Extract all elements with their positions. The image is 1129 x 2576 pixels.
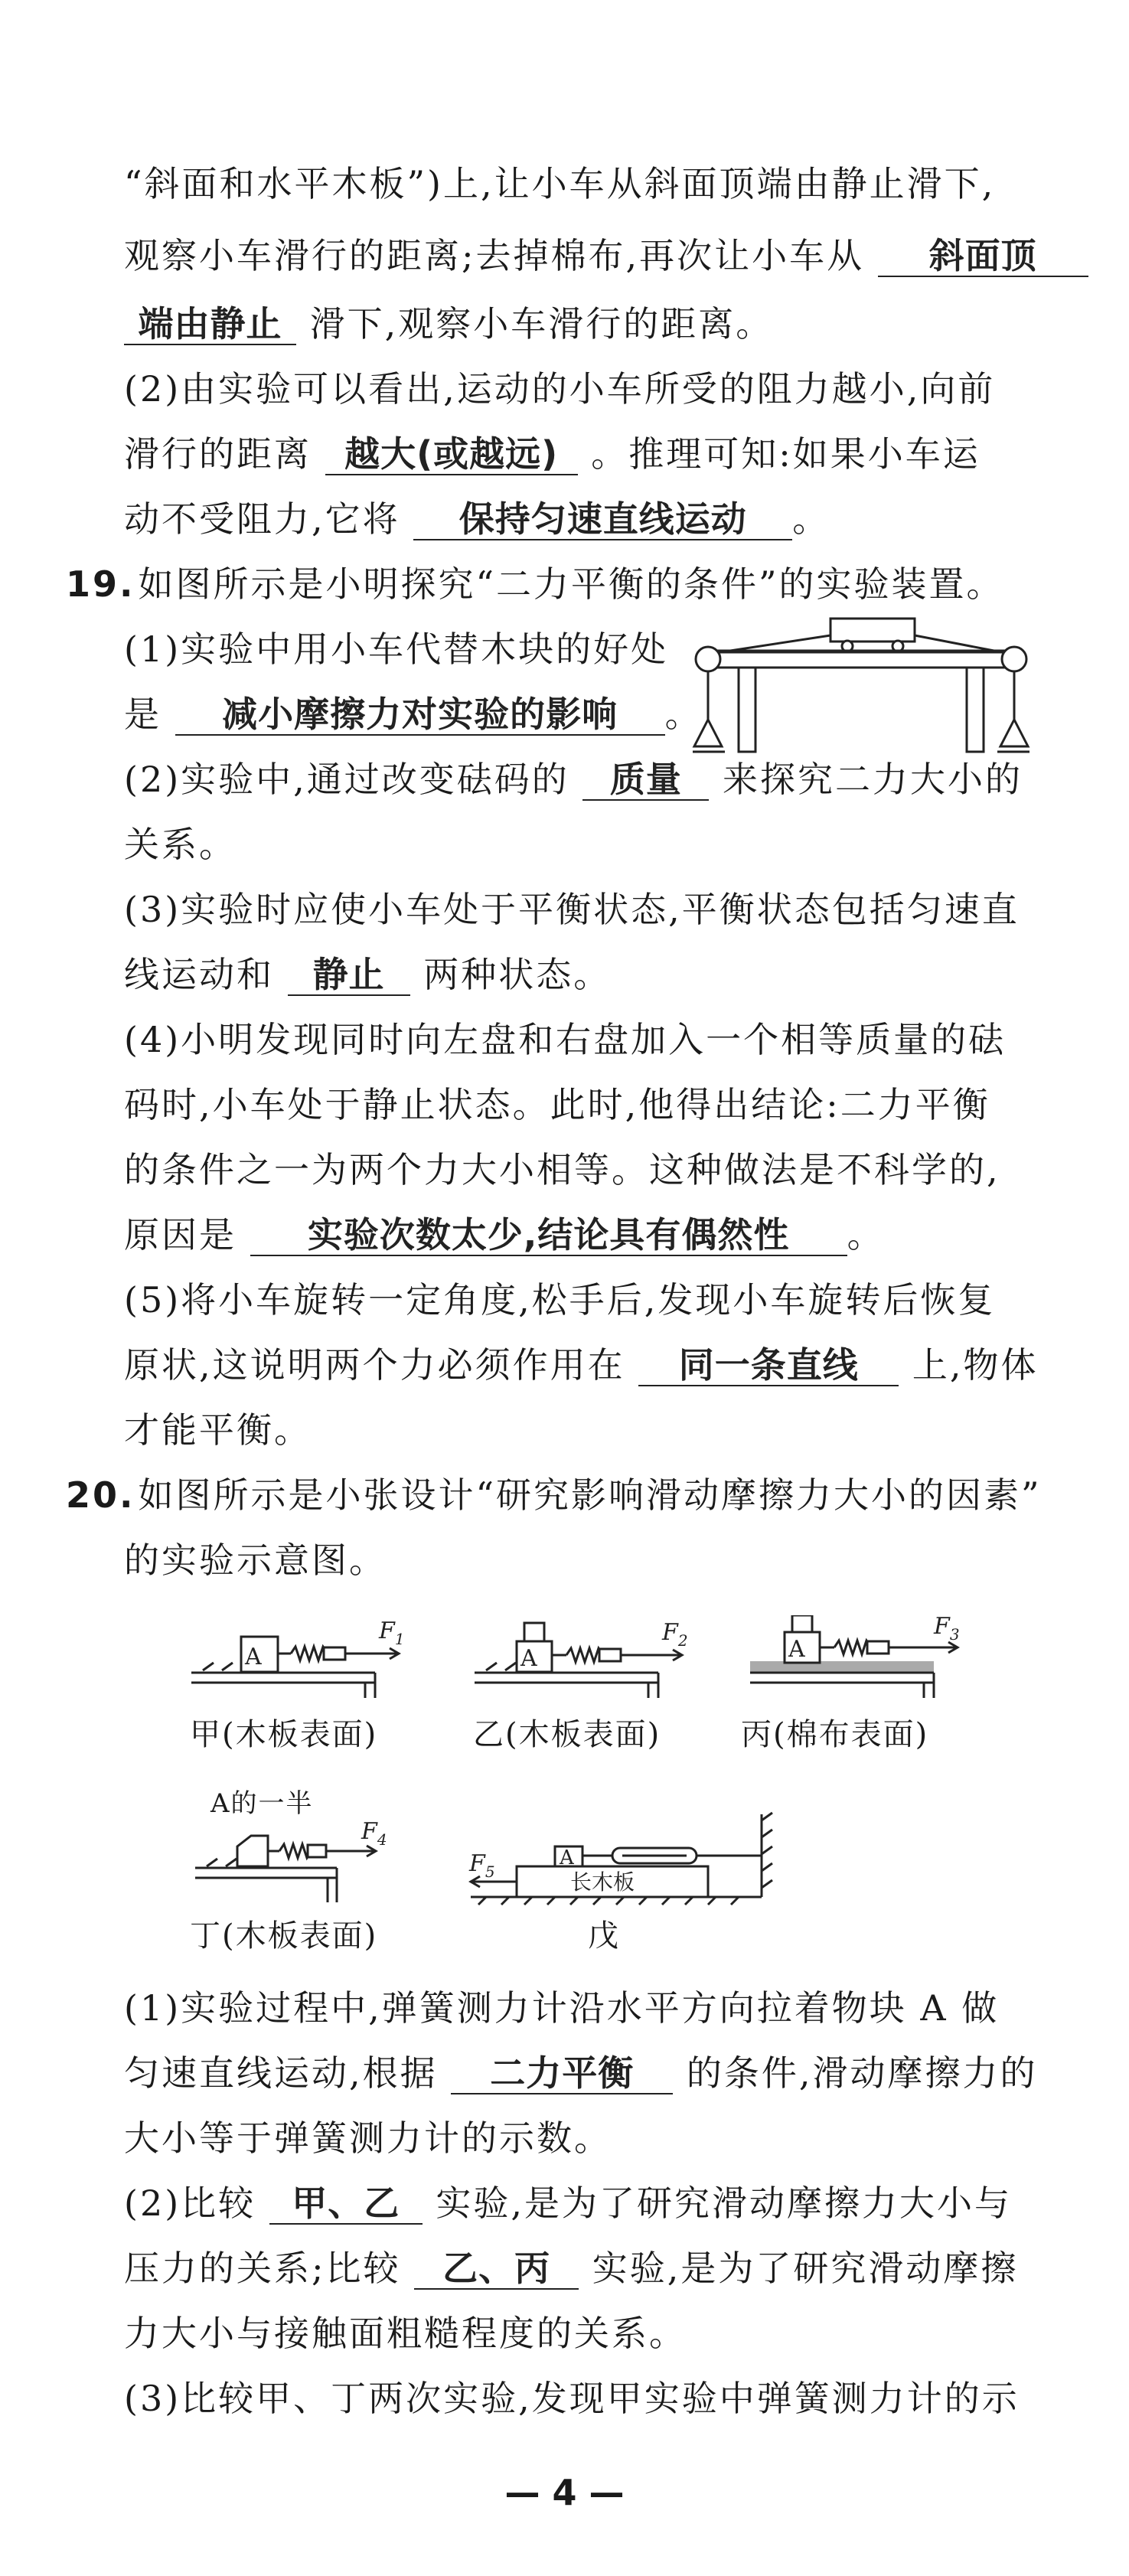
line-text: 大小等于弹簧测力计的示数。 <box>124 2117 612 2159</box>
line-text: 如图所示是小张设计“研究影响滑动摩擦力大小的因素” <box>138 1474 1042 1516</box>
experiment-bing-figure <box>746 1615 968 1699</box>
experiment-yi-figure <box>471 1615 693 1699</box>
answer-blank: 静止 <box>288 955 410 996</box>
line-text: 码时,小车处于静止状态。此时,他得出结论:二力平衡 <box>124 1084 990 1125</box>
caption-ding: 丁(木板表面) <box>190 1918 378 1954</box>
answer-blank: 端由静止 <box>124 304 296 345</box>
line-text: 来探究二力大小的 <box>723 759 1023 800</box>
text-line <box>124 1148 1000 1191</box>
answer-blank: 乙、丙 <box>414 2248 579 2290</box>
force-label-f4: $F_4$ <box>361 1822 387 1849</box>
line-text: (4)小明发现同时向左盘和右盘加入一个相等质量的砝 <box>124 1019 1007 1060</box>
text-line <box>124 433 981 475</box>
text-line <box>124 2117 612 2160</box>
text-line <box>124 1539 387 1582</box>
line-text: 。推理可知:如果小车运 <box>591 433 981 475</box>
answer-blank: 实验次数太少,结论具有偶然性 <box>250 1215 847 1256</box>
answer-blank: 质量 <box>582 759 709 801</box>
line-text: 两种状态。 <box>423 954 612 995</box>
question-number: 19. <box>66 563 135 605</box>
line-text: (5)将小车旋转一定角度,松手后,发现小车旋转后恢复 <box>124 1279 996 1321</box>
line-text: 压力的关系;比较 <box>124 2248 401 2289</box>
answer-blank: 越大(或越远) <box>325 434 578 475</box>
line-text: 滑行的距离 <box>124 433 312 475</box>
text-line <box>124 628 668 671</box>
line-text: 原状,这说明两个力必须作用在 <box>124 1344 625 1386</box>
text-line <box>66 1474 1042 1517</box>
text-line <box>124 2247 1018 2290</box>
line-text: 如图所示是小明探究“二力平衡的条件”的实验装置。 <box>138 563 1004 605</box>
text-line <box>124 1018 1006 1061</box>
text-line <box>124 953 611 996</box>
experiment-jia-figure <box>188 1615 410 1699</box>
caption-bing: 丙(棉布表面) <box>741 1717 929 1752</box>
question-number: 20. <box>66 1474 135 1516</box>
line-text: 的条件之一为两个力大小相等。这种做法是不科学的, <box>124 1149 1000 1190</box>
line-text: 的实验示意图。 <box>124 1539 387 1581</box>
answer-blank: 甲、乙 <box>269 2183 423 2225</box>
text-line <box>124 2312 687 2355</box>
line-text: 观察小车滑行的距离;去掉棉布,再次让小车从 <box>124 235 865 276</box>
page-number: — 4 — <box>504 2472 625 2513</box>
text-line <box>124 1987 999 2029</box>
line-text: 力大小与接触面粗糙程度的关系。 <box>124 2313 687 2354</box>
text-line <box>124 1213 885 1256</box>
force-label-f2: $F_2$ <box>662 1619 688 1650</box>
text-line <box>124 1344 1039 1386</box>
block-a-label: A <box>245 1644 262 1670</box>
line-text: 实验,是为了研究滑动摩擦力大小与 <box>436 2183 1013 2224</box>
line-text: 才能平衡。 <box>124 1409 312 1451</box>
text-line <box>124 693 703 736</box>
cotton-cloth <box>750 1661 934 1673</box>
caption-jia: 甲(木板表面) <box>190 1717 378 1752</box>
block-a-label: A <box>560 1846 574 1869</box>
line-text: (1)实验中用小车代替木块的好处 <box>124 628 669 670</box>
text-line <box>66 563 1004 606</box>
text-line <box>124 2182 1012 2225</box>
line-text: 上,物体 <box>912 1344 1039 1386</box>
line-text: 动不受阻力,它将 <box>124 498 400 540</box>
cart-apparatus-figure <box>685 612 1037 758</box>
text-line <box>124 498 830 540</box>
line-text: 是 <box>124 694 162 735</box>
line-text: “斜面和水平木板”)上,让小车从斜面顶端由静止滑下, <box>124 163 996 204</box>
caption-yi: 乙(木板表面) <box>473 1717 661 1752</box>
answer-blank: 同一条直线 <box>638 1345 899 1386</box>
force-label-f1: $F_1$ <box>379 1618 405 1648</box>
line-text: (1)实验过程中,弹簧测力计沿水平方向拉着物块 A 做 <box>124 1987 1000 2029</box>
text-line <box>124 162 995 205</box>
line-text: 原因是 <box>124 1214 237 1255</box>
line-text: (2)实验中,通过改变砝码的 <box>124 759 569 800</box>
block-a-label: A <box>788 1636 805 1663</box>
text-line <box>124 2052 1038 2094</box>
answer-blank: 二力平衡 <box>451 2053 673 2094</box>
force-label-f5: $F_5$ <box>469 1850 495 1881</box>
line-text: 关系。 <box>124 824 237 865</box>
line-text: 。 <box>847 1214 885 1255</box>
line-text: 实验,是为了研究滑动摩擦 <box>592 2248 1019 2289</box>
caption-wu: 戊 <box>588 1918 620 1954</box>
experiment-wu-figure <box>448 1807 777 1906</box>
line-text: (3)比较甲、丁两次实验,发现甲实验中弹簧测力计的示 <box>124 2378 1020 2419</box>
force-label-f3: $F_3$ <box>934 1615 960 1644</box>
line-text: 滑下,观察小车滑行的距离。 <box>309 303 774 344</box>
half-block-label: A的一半 <box>210 1788 314 1819</box>
line-text: 的条件,滑动摩擦力的 <box>686 2052 1038 2094</box>
text-line <box>124 888 1020 931</box>
line-text: (3)实验时应使小车处于平衡状态,平衡状态包括匀速直 <box>124 889 1020 930</box>
block-a-label: A <box>520 1645 537 1672</box>
line-text: (2)由实验可以看出,运动的小车所受的阻力越小,向前 <box>124 368 996 410</box>
line-text: 。 <box>664 694 703 735</box>
answer-blank: 减小摩擦力对实验的影响 <box>175 694 665 736</box>
line-text: 。 <box>792 498 830 540</box>
text-line <box>124 1278 995 1321</box>
experiment-ding-figure <box>191 1822 421 1906</box>
text-line <box>124 1409 312 1451</box>
text-line <box>124 367 995 410</box>
answer-blank: 保持匀速直线运动 <box>413 499 792 540</box>
long-board-label: 长木板 <box>570 1869 635 1895</box>
text-line <box>124 302 773 345</box>
text-line <box>124 823 237 866</box>
line-text: (2)比较 <box>124 2183 256 2224</box>
line-text: 匀速直线运动,根据 <box>124 2052 438 2094</box>
text-line <box>124 234 1088 277</box>
answer-blank: 斜面顶 <box>878 236 1088 277</box>
text-line <box>124 758 1023 801</box>
line-text: 线运动和 <box>124 954 274 995</box>
text-line <box>124 2377 1020 2420</box>
text-line <box>124 1083 990 1126</box>
